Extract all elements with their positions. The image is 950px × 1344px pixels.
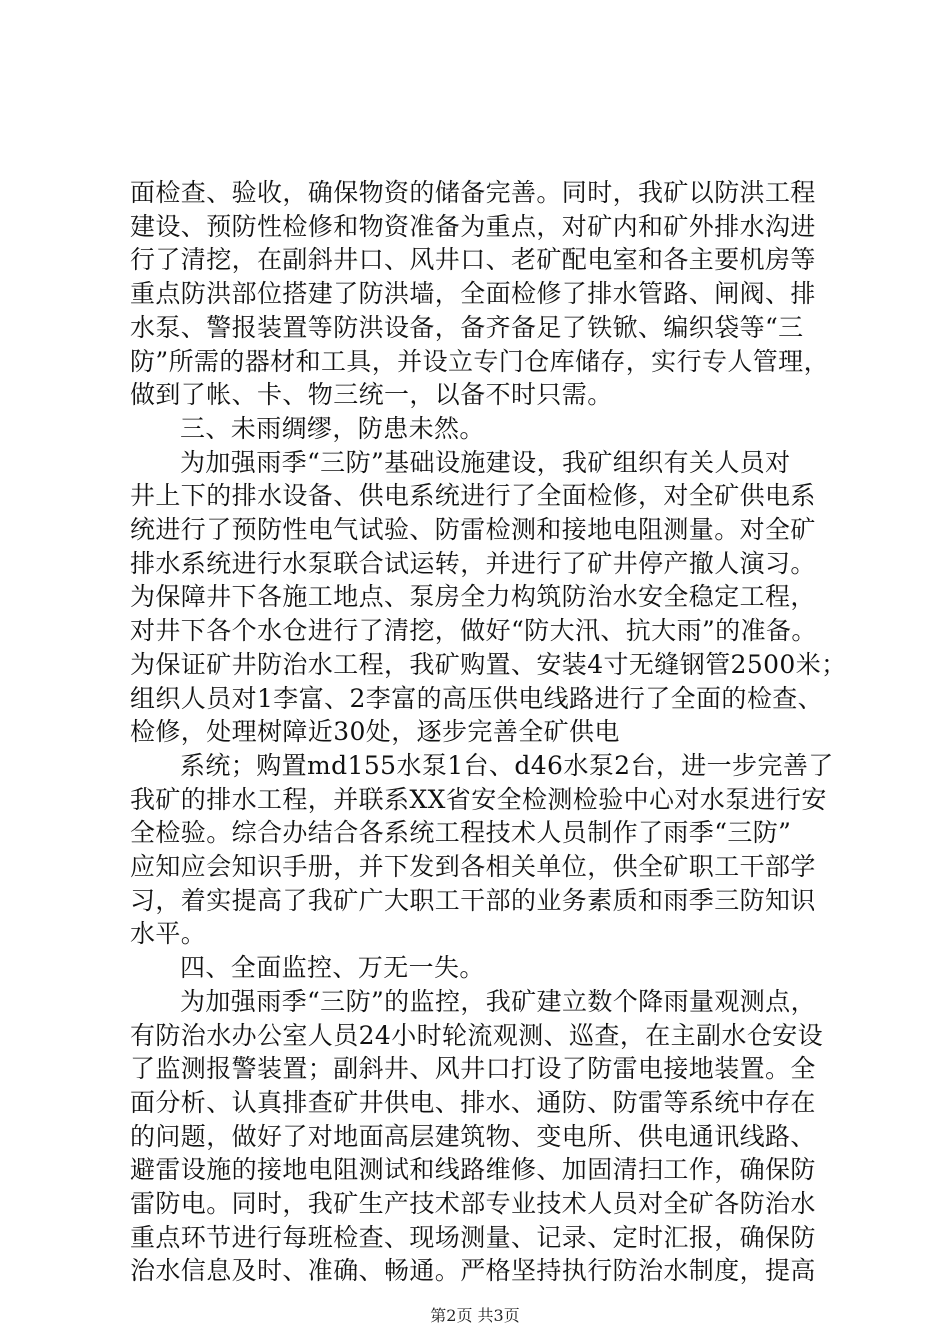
text-line: 水平。 <box>130 919 207 948</box>
text-line: 检修，处理树障近30处，逐步完善全矿供电 <box>130 717 620 746</box>
text-line: 习，着实提高了我矿广大职工干部的业务素质和雨季三防知识 <box>130 886 816 915</box>
text-line: 治水信息及时、准确、畅通。严格坚持执行防治水制度，提高 <box>130 1256 816 1285</box>
text-line: 面检查、验收，确保物资的储备完善。同时，我矿以防洪工程 <box>130 178 816 207</box>
text-line: 我矿的排水工程，并联系XX省安全检测检验中心对水泵进行安 <box>130 785 827 814</box>
text-line: 做到了帐、卡、物三统一，以备不时只需。 <box>130 380 613 409</box>
text-line: 行了清挖，在副斜井口、风井口、老矿配电室和各主要机房等 <box>130 245 816 274</box>
section-heading: 四、全面监控、万无一失。 <box>180 953 485 982</box>
text-line: 为保证矿井防治水工程，我矿购置、安装4寸无缝钢管2500米； <box>130 650 847 679</box>
text-line: 全检验。综合办结合各系统工程技术人员制作了雨季“三防” <box>130 818 792 847</box>
text-line: 井上下的排水设备、供电系统进行了全面检修，对全矿供电系 <box>130 481 816 510</box>
text-line: 系统；购置md155水泵1台、d46水泵2台，进一步完善了 <box>180 751 834 780</box>
text-line: 水泵、警报装置等防洪设备，备齐备足了铁锨、编织袋等“三 <box>130 313 804 342</box>
text-line: 建设、预防性检修和物资准备为重点，对矿内和矿外排水沟进 <box>130 212 816 241</box>
text-line: 有防治水办公室人员24小时轮流观测、巡查，在主副水仓安设 <box>130 1021 824 1050</box>
text-line: 重点防洪部位搭建了防洪墙，全面检修了排水管路、闸阀、排 <box>130 279 816 308</box>
text-line: 统进行了预防性电气试验、防雷检测和接地电阻测量。对全矿 <box>130 515 816 544</box>
text-line: 应知应会知识手册，并下发到各相关单位，供全矿职工干部学 <box>130 852 816 881</box>
text-line: 为加强雨季“三防”基础设施建设，我矿组织有关人员对 <box>180 448 791 477</box>
text-line: 避雷设施的接地电阻测试和线路维修、加固清扫工作，确保防 <box>130 1155 816 1184</box>
text-line: 重点环节进行每班检查、现场测量、记录、定时汇报，确保防 <box>130 1223 816 1252</box>
section-heading: 三、未雨绸缪，防患未然。 <box>180 414 485 443</box>
text-line: 为加强雨季“三防”的监控，我矿建立数个降雨量观测点， <box>180 987 816 1016</box>
text-line: 排水系统进行水泵联合试运转，并进行了矿井停产撤人演习。 <box>130 549 816 578</box>
text-line: 防”所需的器材和工具，并设立专门仓库储存，实行专人管理， <box>130 347 829 376</box>
text-line: 的问题，做好了对地面高层建筑物、变电所、供电通讯线路、 <box>130 1122 816 1151</box>
text-line: 雷防电。同时，我矿生产技术部专业技术人员对全矿各防治水 <box>130 1189 816 1218</box>
text-line: 为保障井下各施工地点、泵房全力构筑防治水安全稳定工程， <box>130 582 816 611</box>
text-line: 面分析、认真排查矿井供电、排水、通防、防雷等系统中存在 <box>130 1088 816 1117</box>
page-number-footer: 第2页 共3页 <box>430 1306 520 1325</box>
text-line: 组织人员对1李富、2李富的高压供电线路进行了全面的检查、 <box>130 684 824 713</box>
text-line: 了监测报警装置；副斜井、风井口打设了防雷电接地装置。全 <box>130 1054 816 1083</box>
text-line: 对井下各个水仓进行了清挖，做好“防大汛、抗大雨”的准备。 <box>130 616 817 645</box>
